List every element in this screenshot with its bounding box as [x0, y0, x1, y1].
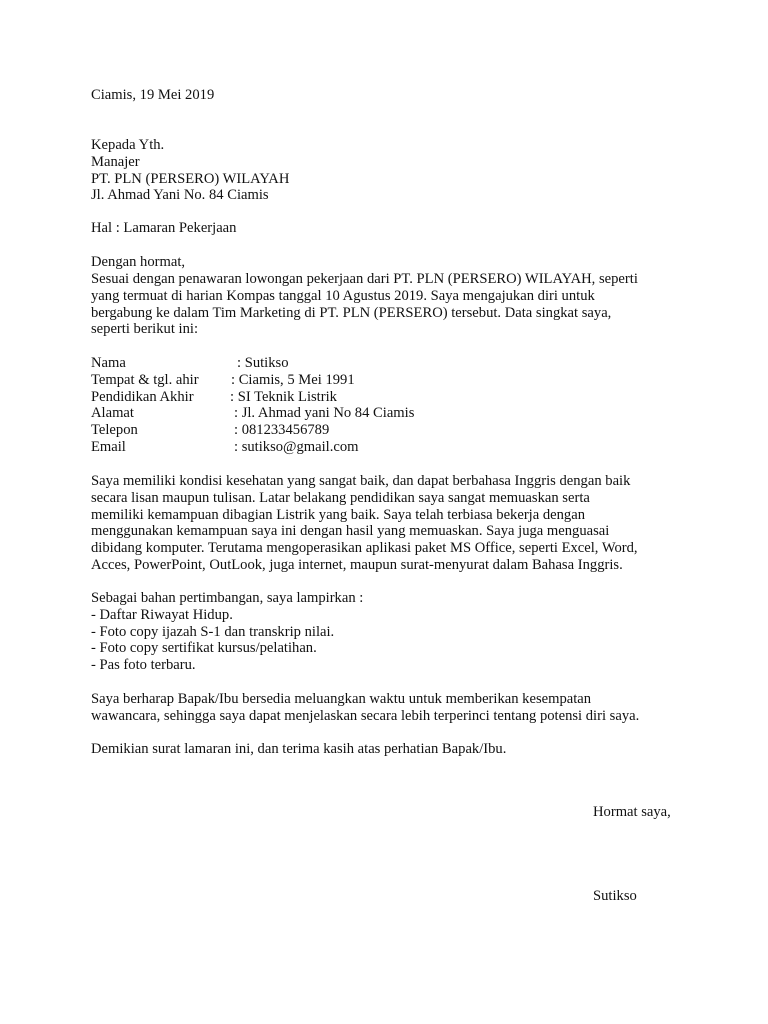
closing-paragraph: [91, 741, 506, 758]
intro-line: seperti berikut ini:: [91, 321, 198, 338]
greeting-text: Dengan hormat,: [91, 254, 186, 270]
signature: [593, 888, 637, 905]
intro-paragraph: [91, 271, 638, 338]
skills-line: menggunakan kemampuan saya ini dengan hasil yang memuaskan. Saya juga menguasai: [91, 523, 610, 540]
closing-text: Demikian surat lamaran ini, dan terima kasih atas perhatian Bapak/Ibu.: [91, 741, 507, 757]
personal-data-row: [91, 422, 491, 439]
attachment-item: - Foto copy sertifikat kursus/pelatihan.: [91, 640, 317, 657]
data-label: Telepon: [91, 422, 138, 439]
skills-line: dibidang komputer. Terutama mengoperasikan aplikasi paket MS Office, seperti Excel, Word,: [91, 540, 638, 557]
attachments-intro: Sebagai bahan pertimbangan, saya lampirkan :: [91, 590, 364, 606]
data-value: : Jl. Ahmad yani No 84 Ciamis: [234, 405, 415, 422]
personal-data-row: [91, 355, 491, 372]
data-value: : Ciamis, 5 Mei 1991: [231, 371, 355, 388]
data-label: Pendidikan Akhir: [91, 388, 194, 405]
recipient-line: Kepada Yth.: [91, 137, 165, 153]
greeting: [91, 254, 185, 271]
skills-line: secara lisan maupun tulisan. Latar belakang pendidikan saya sangat memuaskan serta: [91, 489, 590, 506]
salutation: [593, 804, 671, 821]
recipient-block: [91, 137, 289, 204]
hope-line: Saya berharap Bapak/Ibu bersedia meluangkan waktu untuk memberikan kesempatan: [91, 691, 592, 707]
recipient-line: PT. PLN (PERSERO) WILAYAH: [91, 170, 290, 187]
skills-line: Saya memiliki kondisi kesehatan yang sangat baik, dan dapat berbahasa Inggris dengan baik: [91, 473, 631, 489]
attachment-item: - Foto copy ijazah S-1 dan transkrip nilai.: [91, 623, 335, 640]
data-value: : sutikso@gmail.com: [234, 438, 359, 455]
intro-line: yang termuat di harian Kompas tanggal 10 Agustus 2019. Saya mengajukan diri untuk: [91, 287, 595, 304]
hope-line: wawancara, sehingga saya dapat menjelaskan secara lebih terperinci tentang potensi diri saya.: [91, 707, 640, 724]
personal-data-row: [91, 389, 491, 406]
skills-line: memiliki kemampuan dibagian Listrik yang baik. Saya telah terbiasa bekerja dengan: [91, 506, 585, 523]
recipient-line: Jl. Ahmad Yani No. 84 Ciamis: [91, 187, 269, 204]
data-value: : SI Teknik Listrik: [230, 388, 337, 405]
hope-paragraph: [91, 691, 639, 725]
data-label: Email: [91, 438, 126, 455]
place-date-text: Ciamis, 19 Mei 2019: [91, 87, 215, 103]
personal-data-table: [91, 355, 491, 456]
data-label: Alamat: [91, 405, 134, 422]
data-label: Tempat & tgl. ahir: [91, 371, 199, 388]
data-label: Nama: [91, 355, 126, 371]
skills-paragraph: [91, 473, 676, 574]
place-date: [91, 87, 214, 104]
recipient-line: Manajer: [91, 153, 140, 170]
signature-name: Sutikso: [593, 888, 637, 904]
subject-line: [91, 220, 236, 237]
personal-data-row: [91, 372, 491, 389]
attachment-item: - Pas foto terbaru.: [91, 657, 196, 674]
data-value: : 081233456789: [234, 422, 330, 439]
intro-line: bergabung ke dalam Tim Marketing di PT. PLN (PERSERO) tersebut. Data singkat saya,: [91, 304, 612, 321]
attachment-item: - Daftar Riwayat Hidup.: [91, 606, 233, 623]
subject-text: Hal : Lamaran Pekerjaan: [91, 220, 237, 236]
salutation-text: Hormat saya,: [593, 804, 671, 820]
skills-line: Acces, PowerPoint, OutLook, juga internet, maupun surat-menyurat dalam Bahasa Inggris.: [91, 556, 623, 573]
attachments-section: [91, 590, 363, 674]
personal-data-row: [91, 439, 491, 456]
data-value: : Sutikso: [237, 355, 289, 371]
intro-line: Sesuai dengan penawaran lowongan pekerjaan dari PT. PLN (PERSERO) WILAYAH, seperti: [91, 271, 638, 287]
personal-data-row: [91, 405, 491, 422]
